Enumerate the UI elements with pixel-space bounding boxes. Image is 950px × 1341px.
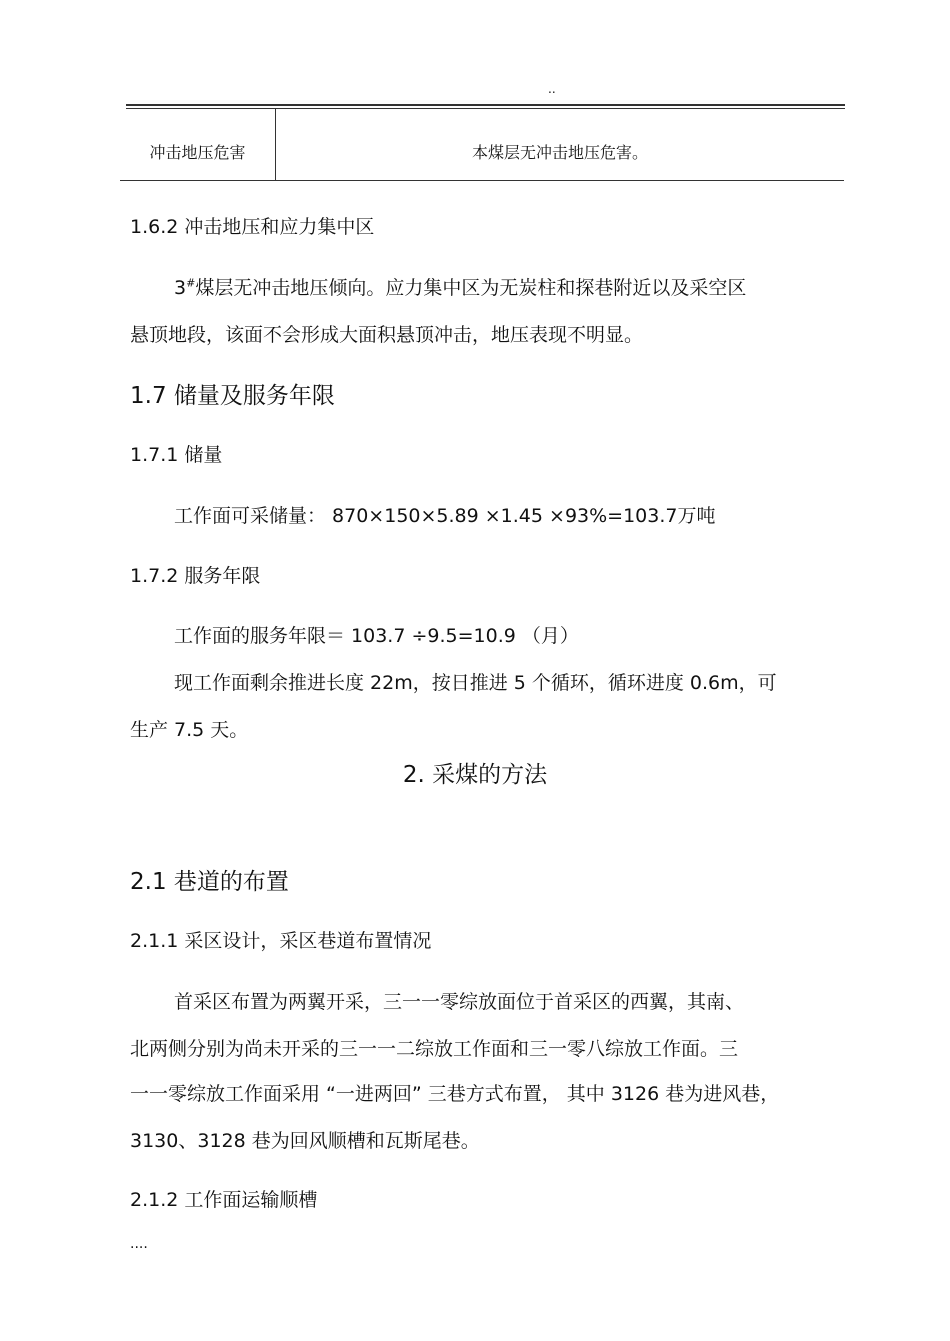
advance-line: 现工作面剩余推进长度 22m，按日推进 5 个循环，循环进度 0.6m，可 [174, 672, 777, 694]
section-1-7-1-title: 1.7.1 储量 [130, 444, 223, 466]
section-2-1-title: 2.1 巷道的布置 [130, 869, 289, 895]
paragraph-2-1-1-line3: 一一零综放工作面采用 “一进两回” 三巷方式布置， 其中 3126 巷为进风巷， [130, 1083, 780, 1105]
seam-sup: # [186, 276, 196, 290]
table-bottom-border [120, 180, 844, 181]
paragraph-1-6-2-line2: 悬顶地段，该面不会形成大面积悬顶冲击，地压表现不明显。 [130, 324, 644, 346]
section-1-7-2-title: 1.7.2 服务年限 [130, 565, 261, 587]
footer-dots: .... [130, 1236, 148, 1252]
section-1-6-2-title: 1.6.2 冲击地压和应力集中区 [130, 216, 375, 238]
paragraph-2-1-1-line4: 3130、3128 巷为回风顺槽和瓦斯尾巷。 [130, 1130, 480, 1152]
paragraph-text: 煤层无冲击地压倾向。应力集中区为无炭柱和探巷附近以及采空区 [195, 277, 747, 299]
chapter-2-title: 2. 采煤的方法 [402, 762, 548, 788]
service-life-line: 工作面的服务年限＝ 103.7 ÷9.5=10.9 （月） [174, 625, 579, 647]
production-days-line: 生产 7.5 天。 [130, 719, 249, 741]
table-top-border-inner [126, 108, 845, 109]
header-dots: .. [548, 82, 556, 96]
seam-number: 3 [174, 277, 187, 299]
reserves-line: 工作面可采储量： 870×150×5.89 ×1.45 ×93%=103.7万吨 [174, 505, 716, 527]
table-cell-label: 冲击地压危害 [149, 143, 246, 162]
table-cell-value: 本煤层无冲击地压危害。 [471, 143, 648, 162]
paragraph-1-6-2-line1 [174, 273, 746, 300]
section-2-1-2-title: 2.1.2 工作面运输顺槽 [130, 1189, 318, 1211]
table-top-border [126, 104, 845, 106]
section-1-7-title: 1.7 储量及服务年限 [130, 383, 335, 409]
paragraph-2-1-1-line2: 北两侧分别为尚未开采的三一一二综放工作面和三一零八综放工作面。三 [130, 1038, 739, 1060]
section-2-1-1-title: 2.1.1 采区设计，采区巷道布置情况 [130, 930, 432, 952]
paragraph-2-1-1-line1: 首采区布置为两翼开采，三一一零综放面位于首采区的西翼，其南、 [174, 991, 745, 1013]
